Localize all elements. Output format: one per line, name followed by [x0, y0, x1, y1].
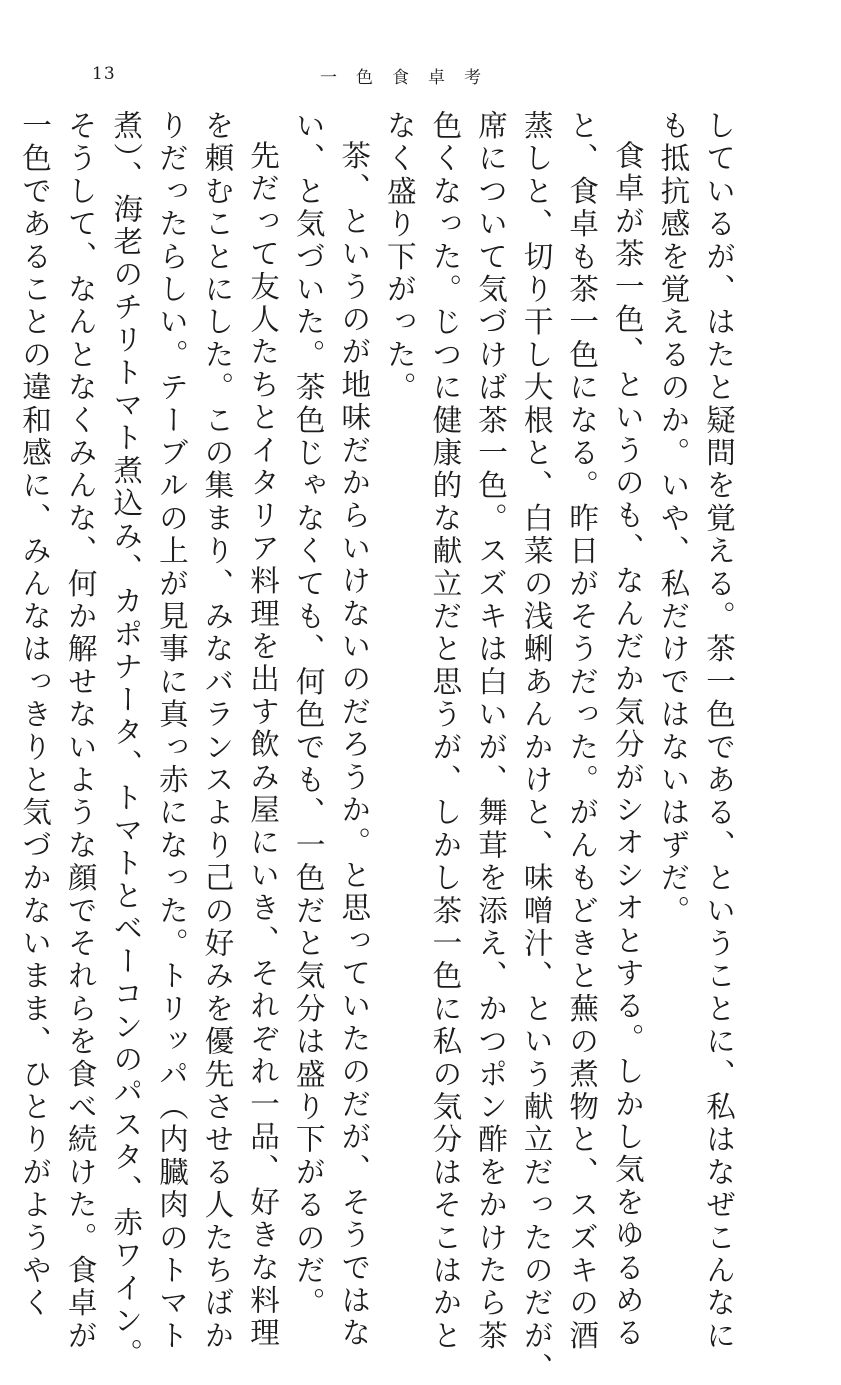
text-line: 一色であることの違和感に、みんなはっきりと気づかないまま、ひとりがようやく — [18, 110, 53, 1320]
text-line: しているが、はたと疑問を覚える。茶一色である、ということに、私はなぜこんなに — [702, 110, 736, 1353]
page-number: 13 — [92, 64, 116, 84]
text-line: なく盛り下がった。 — [382, 110, 417, 405]
text-line: 席について気づけば茶一色。スズキは白いが、舞茸を添え、かつポン酢をかけたら茶 — [474, 110, 509, 1353]
text-line: も抵抗感を覚えるのか。いや、私だけではないはずだ。 — [656, 110, 691, 928]
essay-body — [12, 110, 742, 1385]
text-line: 煮）、海老のチリトマト煮込み、カポナータ、トマトとベーコンのパスタ、赤ワイン。 — [109, 110, 144, 1371]
text-line: 色くなった。じつに健康的な献立だと思うが、しかし茶一色に私の気分はそこはかと — [428, 110, 463, 1353]
text-line: そうして、なんとなくみんな、何か解せないような顔でそれらを食べ続けた。食卓が — [63, 110, 98, 1353]
text-line: りだったらしい。テーブルの上が見事に真っ赤になった。トリッパ（内臓肉のトマト — [154, 110, 189, 1353]
text-line: 食卓が茶一色、というのも、なんだか気分がシオシオとする。しかし気をゆるめる — [610, 139, 645, 1350]
text-line: い、と気づいた。茶色じゃなくても、何色でも、一色だと気分は盛り下がるのだ。 — [291, 110, 326, 1320]
running-title: 一色食卓考 — [320, 68, 500, 88]
text-line: と、食卓も茶一色になる。昨日がそうだった。がんもどきと蕪の煮物と、スズキの酒 — [565, 110, 600, 1353]
text-line: 蒸しと、切り干し大根と、白菜の浅蜊あんかけと、味噌汁、という献立だったのだが、 — [519, 110, 554, 1385]
text-line: 茶、というのが地味だからいけないのだろうか。と思っていたのだが、そうではな — [337, 139, 372, 1350]
text-line: 先だって友人たちとイタリア料理を出す飲み屋にいき、それぞれ一品、好きな料理 — [246, 139, 281, 1350]
text-line: を頼むことにした。この集まり、みなバランスより己の好みを優先させる人たちばか — [200, 110, 235, 1353]
